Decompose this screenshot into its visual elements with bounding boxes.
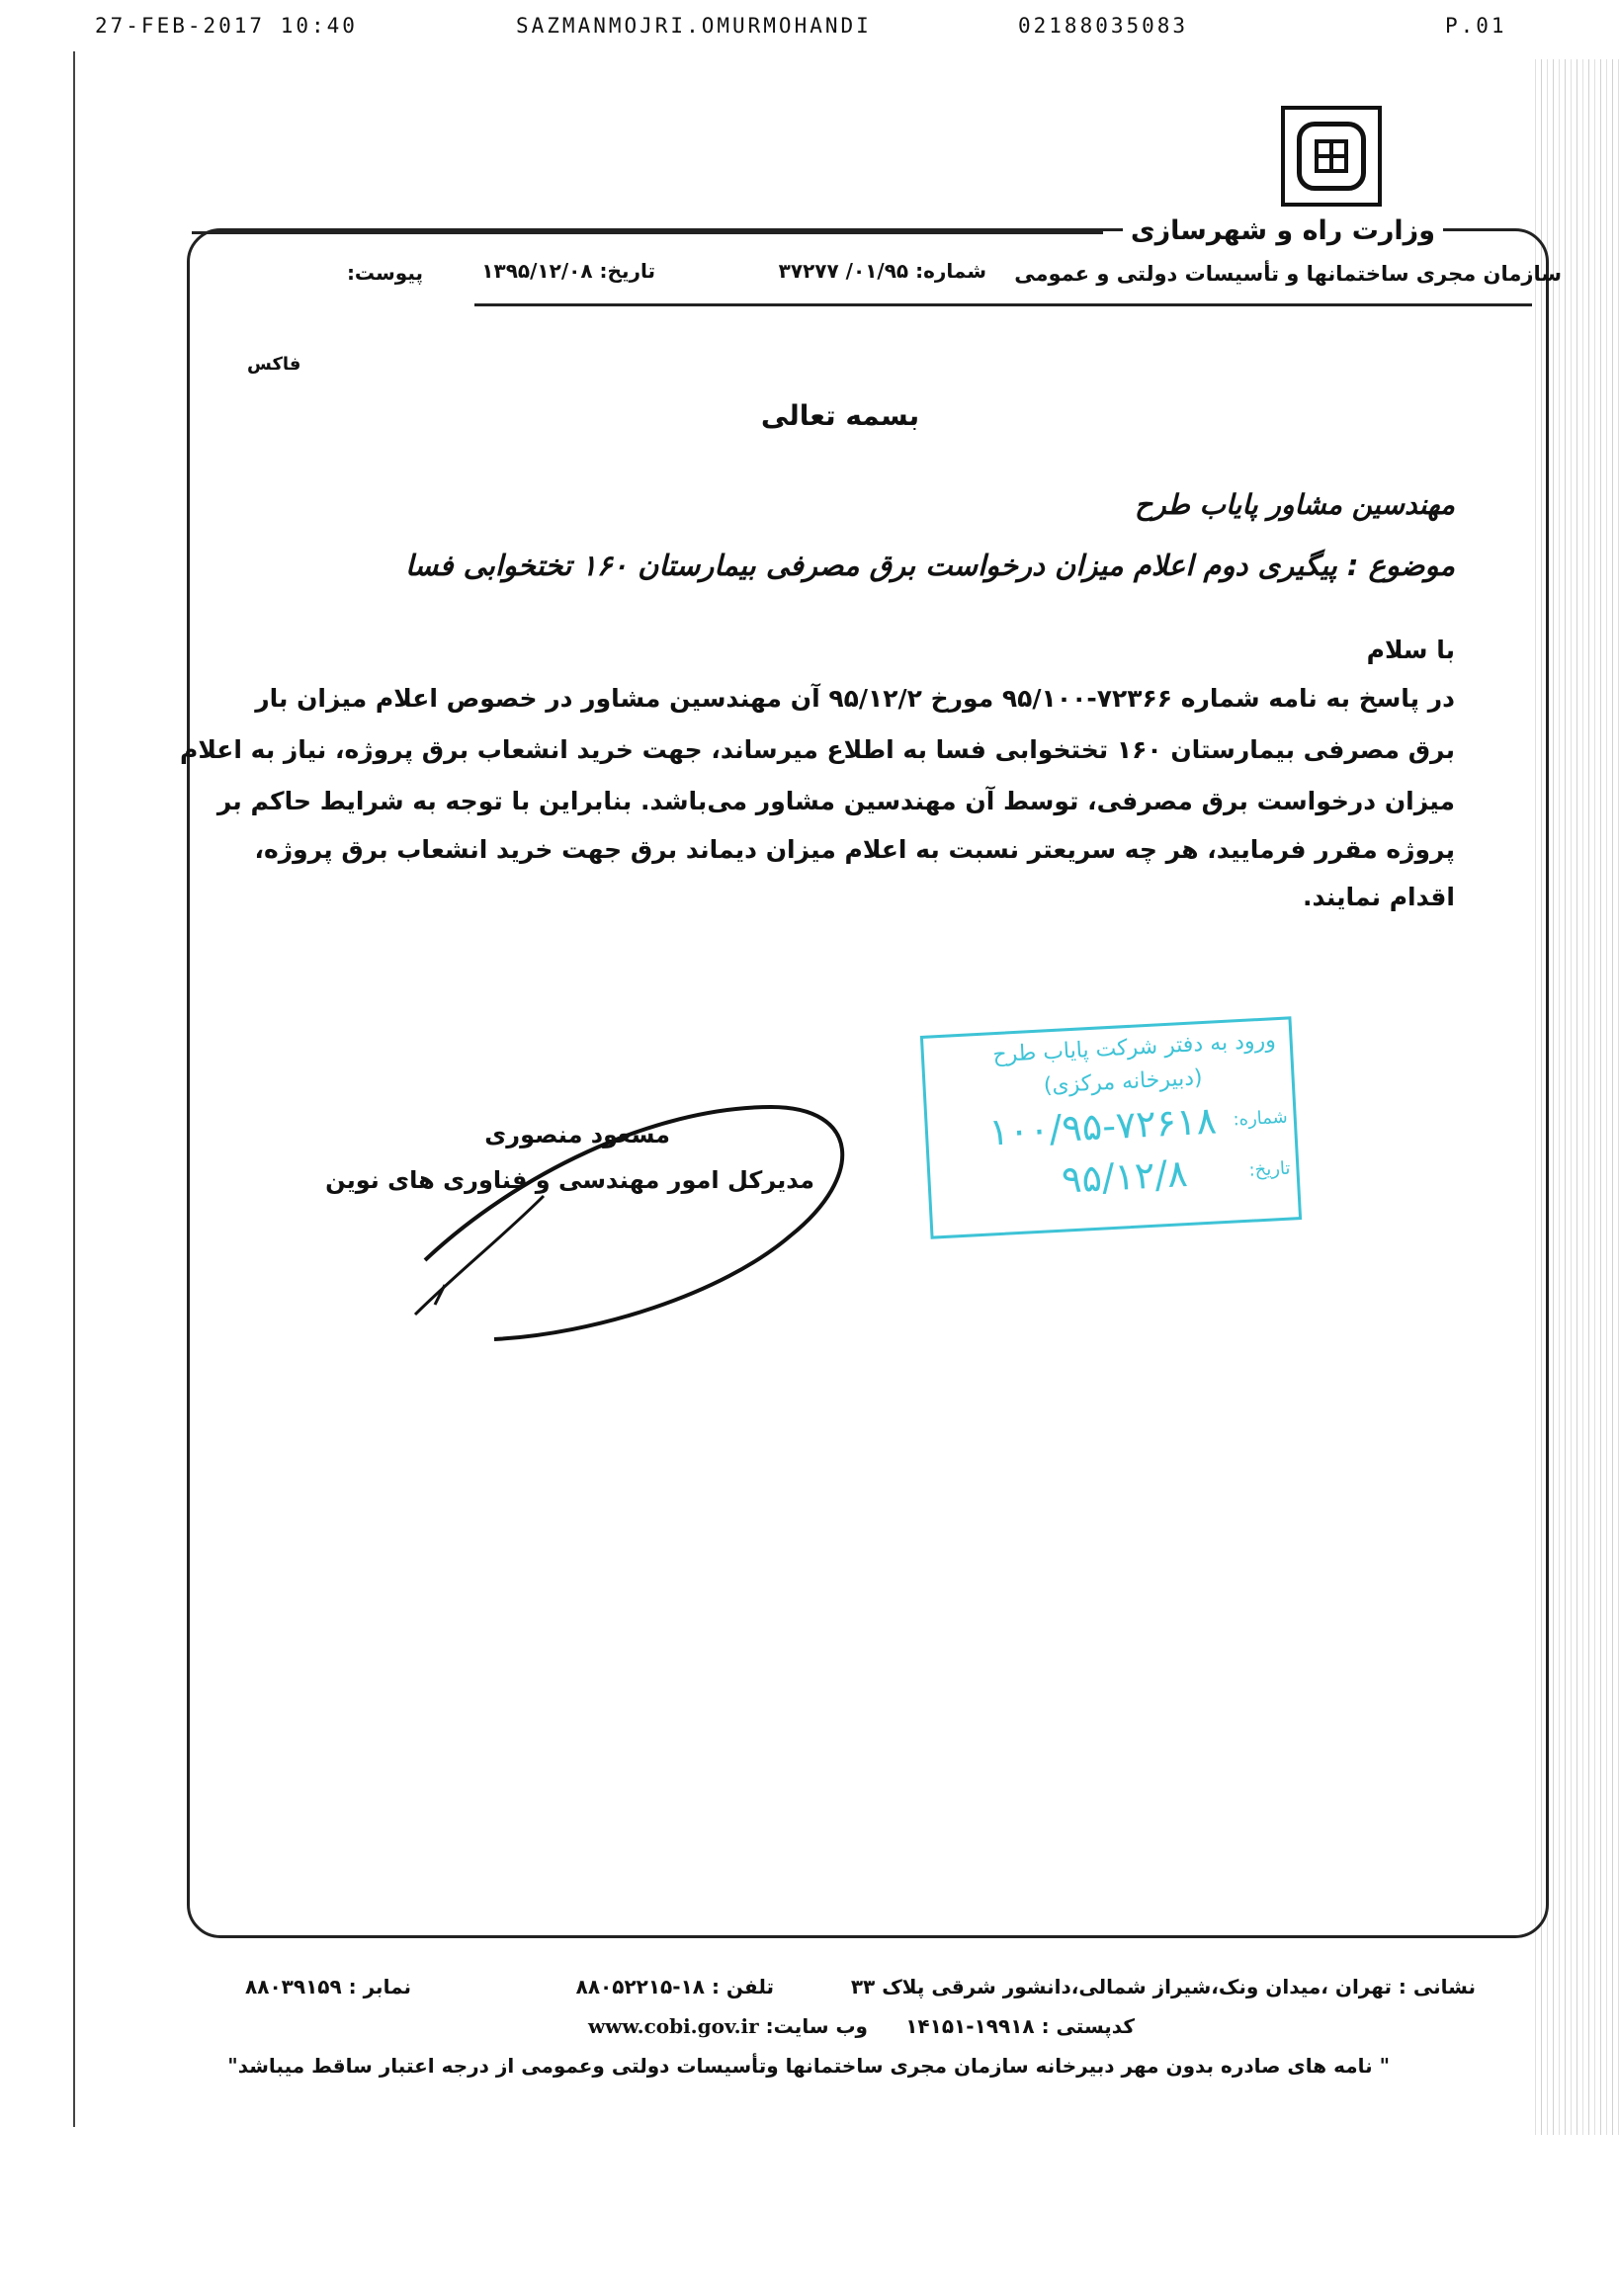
header-divider-top [192,231,1103,234]
stamp-number-value: ۱۰۰/۹۵-۷۲۶۱۸ [987,1098,1218,1154]
receipt-stamp [920,1016,1302,1238]
attachment-label: پیوست: [346,261,423,285]
number-label: شماره: [915,259,986,283]
fax-sender: SAZMANMOJRI.OMURMOHANDI [516,14,872,38]
letter-number [779,259,986,283]
body-line: برق مصرفی بیمارستان ۱۶۰ تختخوابی فسا به اطلاع میرساند، جهت خرید انشعاب برق پروژه، نیاز به اعلام [180,735,1455,764]
fax-page: P.01 [1445,14,1507,38]
stamp-line1: ورود به دفتر شرکت پایاب طرح [991,1028,1277,1068]
letter-date [481,259,655,283]
body-line: اقدام نمایند. [1302,883,1455,911]
signatory-title: مدیرکل امور مهندسی و فناوری های نوین [325,1166,814,1194]
date-value: ۱۳۹۵/۱۲/۰۸ [481,259,593,283]
footer-phone: تلفن : ۱۸-۸۸۰۵۲۲۱۵ [575,1975,774,1998]
subject [405,549,1455,582]
footer-postal-code: کدپستی : ۱۹۹۱۸-۱۴۱۵۱ [905,2014,1135,2038]
body-line: پروژه مقرر فرمایید، هر چه سریعتر نسبت به اعلام میزان دیماند برق جهت خرید انشعاب برق پروژه، [254,835,1455,864]
fax-phone: 02188035083 [1018,14,1189,38]
scan-margin-line [73,51,75,2127]
header-divider-bottom [474,303,1532,306]
fax-label: فاکس [247,354,301,375]
letter-frame [180,228,1549,1938]
invocation: بسمه تعالی [760,399,920,432]
footer-fax: نمابر : ۸۸۰۳۹۱۵۹ [245,1975,411,1998]
date-label: تاریخ: [599,259,655,283]
signatory-name: مسعود منصوری [484,1121,670,1148]
body-line: در پاسخ به نامه شماره ۷۲۳۶۶-۹۵/۱۰۰ مورخ ۹۵/۱۲/۲ آن مهندسین مشاور در خصوص اعلام میزان بار [255,684,1455,713]
stamp-date-value: ۹۵/۱۲/۸ [1060,1151,1189,1202]
number-value: ۰۱/۹۵/ ۳۷۲۷۷ [778,259,909,283]
stamp-number-label: شماره: [1233,1106,1289,1131]
addressee: مهندسین مشاور پایاب طرح [1135,488,1455,521]
stamp-line2: (دبیرخانه مرکزی) [1043,1065,1204,1099]
website-link[interactable]: www.cobi.gov.ir [587,2014,759,2038]
organization-name: سازمان مجری ساختمانها و تأسیسات دولتی و عمومی [1014,262,1562,286]
ministry-name: وزارت راه و شهرسازی [1123,215,1443,246]
body-line: میزان درخواست برق مصرفی، توسط آن مهندسین مشاور می‌باشد. بنابراین با توجه به شرایط حاکم بر [216,787,1455,815]
footer-website [588,2014,868,2038]
footer-disclaimer: " نامه های صادره بدون مهر دبیرخانه سازمان مجری ساختمانها وتأسیسات دولتی وعمومی از درجه اعتبار ساقط میباشد" [227,2054,1390,2078]
footer-address: نشانی : تهران ،میدان ونک،شیراز شمالی،دانشور شرقی پلاک ۳۳ [850,1975,1476,1998]
stamp-date-label: تاریخ: [1248,1157,1291,1181]
subject-text: پیگیری دوم اعلام میزان درخواست برق مصرفی بیمارستان ۱۶۰ تختخوابی فسا [404,549,1337,582]
ministry-logo [1281,106,1382,207]
subject-label: موضوع : [1346,549,1455,582]
greeting: با سلام [1366,636,1455,664]
website-label: وب سایت: [765,2014,868,2038]
fax-datetime: 27-FEB-2017 10:40 [95,14,358,38]
